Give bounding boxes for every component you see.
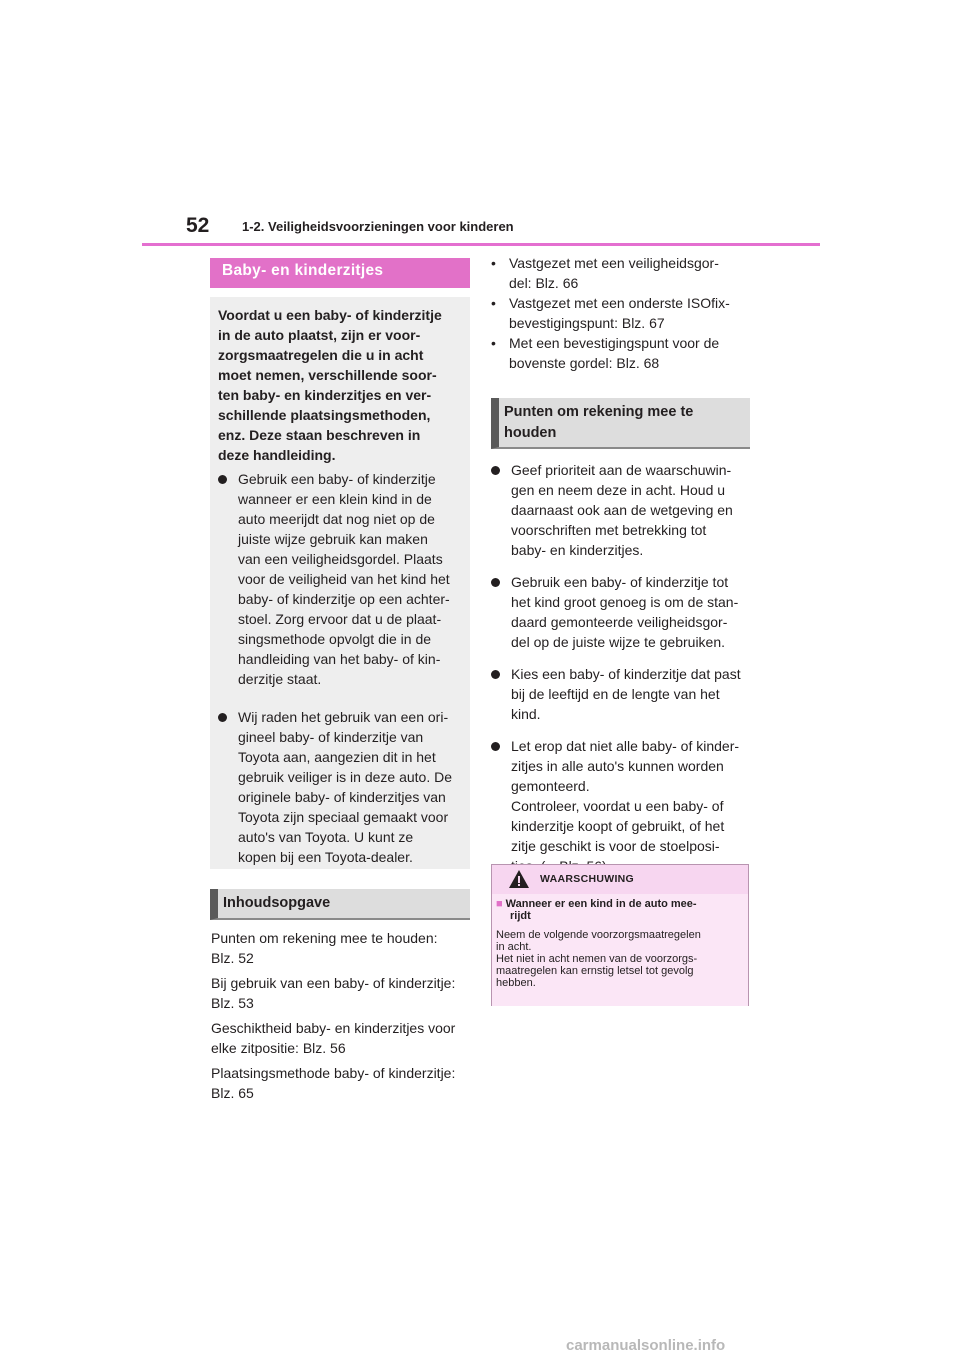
- warning-text: [496, 929, 746, 989]
- toc-line: elke zitpositie: Blz. 56: [211, 1040, 346, 1056]
- bullet-item: [491, 736, 749, 876]
- bullet-line: derzitje staat.: [238, 671, 322, 687]
- toc-line: Bij gebruik van een baby- of kinderzitje:: [211, 975, 456, 991]
- bullet-item: [218, 469, 466, 689]
- bullet-line: del op de juiste wijze te gebruiken.: [511, 634, 726, 650]
- intro-line: deze handleiding.: [218, 447, 336, 463]
- warning-line: Het niet in acht nemen van de voorzorgs-: [496, 953, 698, 965]
- bullet-line: Toyota zijn speciaal gemaakt voor: [238, 809, 449, 825]
- footer-watermark: carmanualsonline.info: [566, 1337, 726, 1354]
- bullet-line: het kind groot genoeg is om de stan-: [511, 594, 739, 610]
- dash-line: Vastgezet met een onderste ISOfix-: [509, 295, 730, 311]
- intro-line: zorgsmaatregelen die u in acht: [218, 347, 424, 363]
- toc-line: Blz. 52: [211, 950, 254, 966]
- bullet-line: van een veiligheidsgordel. Plaats: [238, 551, 443, 567]
- right-bullets: [491, 460, 749, 888]
- bullet-line: baby- of kinderzitje op een achter-: [238, 591, 450, 607]
- dash-line: Met een bevestigingspunt voor de: [509, 335, 720, 351]
- toc-line: Blz. 65: [211, 1085, 254, 1101]
- intro-bullets: [218, 469, 466, 879]
- bullet-line: wanneer er een klein kind in de: [238, 491, 432, 507]
- bullet-line: voorschriften met betrekking tot: [511, 522, 707, 538]
- toc-line: Punten om rekening mee te houden:: [211, 930, 438, 946]
- bullet-line: gineel baby- of kinderzitje van: [238, 729, 424, 745]
- bullet-dot-icon: [218, 713, 227, 722]
- bullet-line: Gebruik een baby- of kinderzitje: [238, 471, 436, 487]
- toc-item: [211, 1063, 473, 1103]
- bullet-line: juiste wijze gebruik kan maken: [238, 531, 428, 547]
- bullet-line: gen en neem deze in acht. Houd u: [511, 482, 726, 498]
- warning-line: Neem de volgende voorzorgsmaatregelen: [496, 929, 701, 941]
- intro-line: in de auto plaatst, zijn er voor-: [218, 327, 421, 343]
- bullet-item: [491, 572, 749, 652]
- intro-box: [210, 297, 470, 869]
- warning-line: maatregelen kan ernstig letsel tot gevolg: [496, 965, 694, 977]
- bullet-line: Kies een baby- of kinderzitje dat past: [511, 666, 741, 682]
- warning-label: WAARSCHUWING: [540, 873, 635, 885]
- points-heading-line: houden: [504, 425, 557, 441]
- bullet-line: kind.: [511, 706, 541, 722]
- bullet-line: Let erop dat niet alle baby- of kinder-: [511, 738, 740, 754]
- intro-line: ten baby- en kinderzitjes en ver-: [218, 387, 432, 403]
- bullet-line: singsmethode opvolgt die in de: [238, 631, 432, 647]
- dash-line: Vastgezet met een veiligheidsgor-: [509, 255, 719, 271]
- bullet-line: Controleer, voordat u een baby- of: [511, 798, 724, 814]
- bullet-line: daarnaast ook aan de wetgeving en: [511, 502, 733, 518]
- warning-line: in acht.: [496, 941, 532, 953]
- warning-subhead-line: rijdt: [510, 910, 531, 922]
- bullet-line: Toyota aan, aangezien dit in het: [238, 749, 436, 765]
- bullet-line: zitje geschikt is voor de stoelposi-: [511, 838, 720, 854]
- dash-bullet-icon: •: [491, 335, 496, 351]
- dash-item: [491, 293, 753, 333]
- bullet-line: gemonteerd.: [511, 778, 590, 794]
- dash-line: bevestigingspunt: Blz. 67: [509, 315, 665, 331]
- intro-line: moet nemen, verschillende soor-: [218, 367, 437, 383]
- bullet-dot-icon: [218, 475, 227, 484]
- bullet-line: voor de veiligheid van het kind het: [238, 571, 450, 587]
- main-heading-text: Baby- en kinderzitjes: [222, 262, 384, 279]
- intro-text: [218, 305, 462, 465]
- bullet-item: [491, 664, 749, 724]
- bullet-item: [218, 707, 466, 867]
- header-rule: [142, 243, 820, 246]
- points-heading: [491, 398, 750, 449]
- warning-subhead: [496, 898, 742, 922]
- dash-item: [491, 253, 753, 293]
- dash-bullet-icon: •: [491, 255, 496, 271]
- bullet-line: zitjes in alle auto's kunnen worden: [511, 758, 724, 774]
- bullet-dot-icon: [491, 466, 500, 475]
- warning-body: [492, 894, 748, 1006]
- warning-line: hebben.: [496, 977, 536, 989]
- bullet-line: Geef prioriteit aan de waarschuwin-: [511, 462, 732, 478]
- bullet-line: gebruik veiliger is in deze auto. De: [238, 769, 453, 785]
- bullet-dot-icon: [491, 578, 500, 587]
- bullet-line: auto's van Toyota. U kunt ze: [238, 829, 414, 845]
- bullet-line: Gebruik een baby- of kinderzitje tot: [511, 574, 729, 590]
- dash-item: [491, 333, 753, 373]
- toc-item: [211, 1018, 473, 1058]
- bullet-line: daard gemonteerde veiligheidsgor-: [511, 614, 728, 630]
- bullet-item: [491, 460, 749, 560]
- warning-box: [491, 864, 749, 1006]
- points-heading-text: [504, 402, 744, 444]
- toc-line: Plaatsingsmethode baby- of kinderzitje:: [211, 1065, 456, 1081]
- intro-line: enz. Deze staan beschreven in: [218, 427, 421, 443]
- bullet-line: originele baby- of kinderzitjes van: [238, 789, 446, 805]
- square-bullet-icon: ■: [496, 898, 503, 910]
- bullet-dot-icon: [491, 742, 500, 751]
- warning-triangle-icon: [508, 869, 530, 889]
- points-heading-line: Punten om rekening mee te: [504, 404, 694, 420]
- bullet-dot-icon: [491, 670, 500, 679]
- toc-line: Geschiktheid baby- en kinderzitjes voor: [211, 1020, 456, 1036]
- section-title: 1-2. Veiligheidsvoorzieningen voor kinderen: [242, 219, 514, 234]
- warning-subhead-line: [496, 898, 742, 910]
- warning-header: [492, 865, 748, 894]
- dash-bullet-icon: •: [491, 295, 496, 311]
- bullet-line: kinderzitje koopt of gebruikt, of het: [511, 818, 725, 834]
- toc-heading: [210, 889, 470, 920]
- toc-item: [211, 973, 473, 1013]
- intro-line: schillende plaatsingsmethoden,: [218, 407, 431, 423]
- bullet-line: Wij raden het gebruik van een ori-: [238, 709, 449, 725]
- toc-list: [211, 928, 473, 1108]
- dash-line: bovenste gordel: Blz. 68: [509, 355, 660, 371]
- toc-item: [211, 928, 473, 968]
- bullet-line: bij de leeftijd en de lengte van het: [511, 686, 720, 702]
- dash-list: [491, 253, 753, 373]
- page-number: 52: [186, 214, 210, 237]
- dash-line: del: Blz. 66: [509, 275, 579, 291]
- warning-subhead-text: Wanneer er een kind in de auto mee-: [505, 898, 697, 910]
- toc-heading-text: Inhoudsopgave: [223, 895, 331, 911]
- toc-line: Blz. 53: [211, 995, 254, 1011]
- main-heading: [210, 258, 470, 288]
- bullet-line: stoel. Zorg ervoor dat u de plaat-: [238, 611, 442, 627]
- intro-line: Voordat u een baby- of kinderzitje: [218, 307, 442, 323]
- bullet-line: kopen bij een Toyota-dealer.: [238, 849, 413, 865]
- bullet-line: handleiding van het baby- of kin-: [238, 651, 441, 667]
- bullet-line: baby- en kinderzitjes.: [511, 542, 644, 558]
- bullet-line: auto meerijdt dat nog niet op de: [238, 511, 435, 527]
